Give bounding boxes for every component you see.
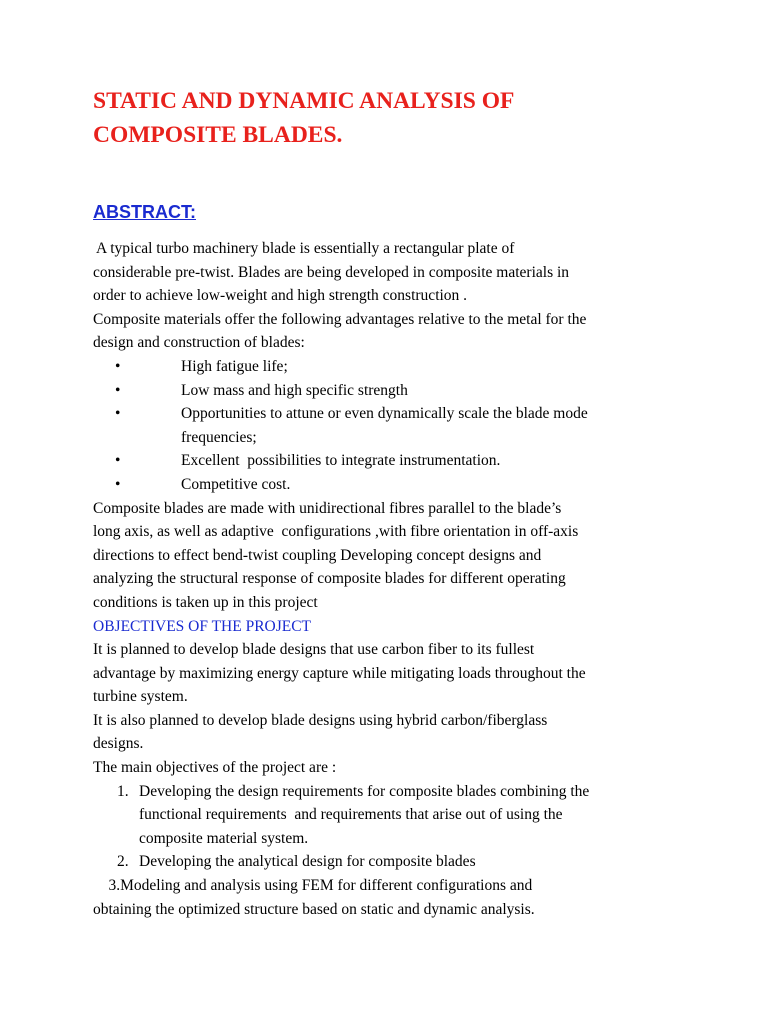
bullet-icon: • bbox=[115, 381, 121, 399]
objectives-heading: OBJECTIVES OF THE PROJECT bbox=[93, 617, 312, 635]
list-item-continuation: frequencies; bbox=[181, 428, 257, 446]
list-item-text: Excellent possibilities to integrate instrumentation. bbox=[181, 452, 501, 470]
paragraph-line: 3.Modeling and analysis using FEM for different configurations and bbox=[93, 877, 533, 895]
document-title bbox=[93, 84, 713, 152]
paragraph-line: The main objectives of the project are : bbox=[93, 759, 337, 777]
numbered-item-text: Developing the analytical design for composite blades bbox=[139, 853, 476, 871]
list-item-text: Low mass and high specific strength bbox=[181, 381, 408, 399]
paragraph-line: considerable pre-twist. Blades are being developed in composite materials in bbox=[93, 263, 570, 281]
numbered-item-continuation: functional requirements and requirements that arise out of using the bbox=[139, 806, 563, 824]
numbered-item-text: Developing the design requirements for composite blades combining the bbox=[139, 782, 590, 800]
numbered-item-continuation: composite material system. bbox=[139, 829, 309, 847]
abstract-heading: ABSTRACT: bbox=[93, 202, 196, 222]
list-item-text: Competitive cost. bbox=[181, 475, 291, 493]
item-number: 2. bbox=[117, 853, 129, 871]
paragraph-line: analyzing the structural response of composite blades for different operating bbox=[93, 570, 566, 588]
bullet-icon: • bbox=[115, 452, 121, 470]
list-item-text: Opportunities to attune or even dynamically scale the blade mode bbox=[181, 405, 588, 423]
list-item bbox=[93, 355, 693, 379]
paragraph-line: Composite materials offer the following advantages relative to the metal for the bbox=[93, 310, 587, 328]
numbered-item bbox=[93, 780, 693, 804]
list-item bbox=[93, 449, 693, 473]
list-item bbox=[93, 402, 693, 426]
list-item-text: High fatigue life; bbox=[181, 357, 288, 375]
numbered-item bbox=[93, 850, 693, 874]
paragraph-line: conditions is taken up in this project bbox=[93, 593, 318, 611]
list-item bbox=[93, 473, 693, 497]
title-line: STATIC AND DYNAMIC ANALYSIS OF bbox=[93, 88, 515, 114]
paragraph-line: A typical turbo machinery blade is essentially a rectangular plate of bbox=[93, 240, 515, 257]
paragraph-line: Composite blades are made with unidirectional fibres parallel to the blade’s bbox=[93, 499, 562, 517]
paragraph-line: design and construction of blades: bbox=[93, 334, 305, 352]
paragraph-line: turbine system. bbox=[93, 688, 188, 706]
paragraph-line: order to achieve low-weight and high strength construction . bbox=[93, 287, 468, 305]
document-body bbox=[93, 237, 693, 921]
paragraph-line: It is also planned to develop blade designs using hybrid carbon/fiberglass bbox=[93, 711, 548, 729]
bullet-icon: • bbox=[115, 405, 121, 423]
paragraph-line: designs. bbox=[93, 735, 144, 753]
item-number: 1. bbox=[117, 782, 129, 800]
list-item bbox=[93, 379, 693, 403]
title-line: COMPOSITE BLADES. bbox=[93, 122, 343, 148]
paragraph-line: advantage by maximizing energy capture while mitigating loads throughout the bbox=[93, 664, 586, 682]
bullet-icon: • bbox=[115, 475, 121, 493]
paragraph-line: It is planned to develop blade designs that use carbon fiber to its fullest bbox=[93, 641, 535, 659]
paragraph-line: obtaining the optimized structure based on static and dynamic analysis. bbox=[93, 900, 535, 918]
paragraph-line: long axis, as well as adaptive configurations ,with fibre orientation in off-axis bbox=[93, 523, 579, 541]
paragraph-line: directions to effect bend-twist coupling Developing concept designs and bbox=[93, 546, 542, 564]
bullet-icon: • bbox=[115, 357, 121, 375]
